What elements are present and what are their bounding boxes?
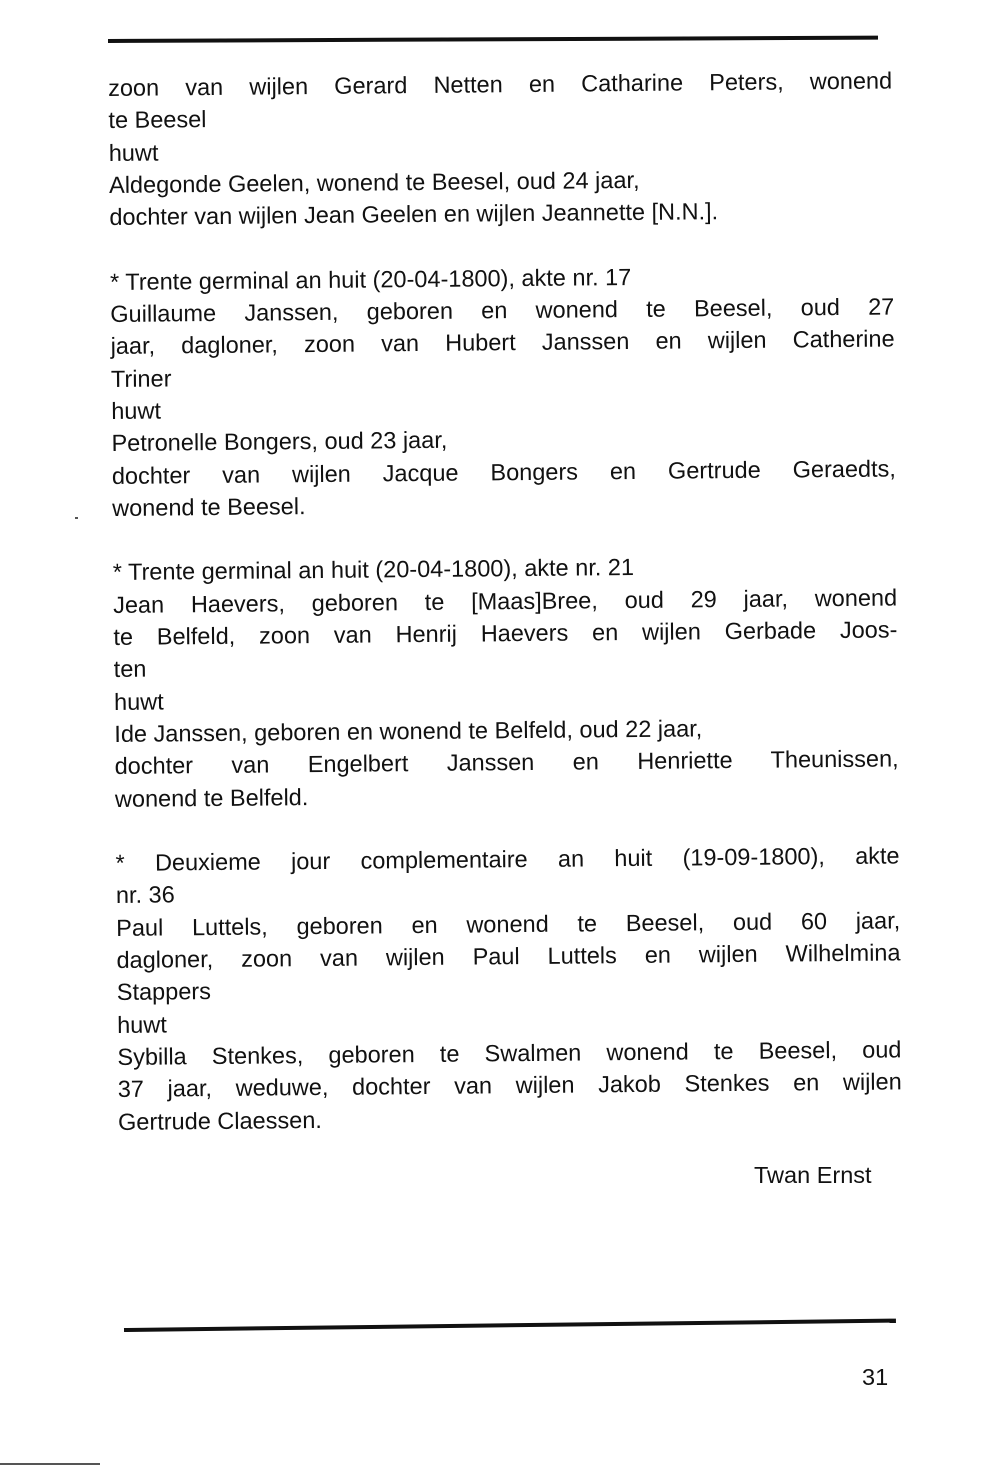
text-line: Jean Haevers, geboren te [Maas]Bree, oud 29 jaar, wonend — [112, 584, 898, 618]
page-number: 31 — [862, 1364, 889, 1390]
text-line: te Beesel — [108, 106, 207, 134]
text-line: wonend te Belfeld. — [114, 783, 309, 812]
document-body — [108, 64, 902, 1137]
text-line: huwt — [113, 688, 164, 715]
text-line: Aldegonde Geelen, wonend te Beesel, oud 24 jaar, — [108, 166, 640, 198]
text-line: huwt — [117, 1011, 167, 1038]
text-line: Petronelle Bongers, oud 23 jaar, — [111, 427, 448, 457]
text-line: zoon van wijlen Gerard Netten en Catharine Peters, wonend — [108, 67, 893, 101]
text-line: Paul Luttels, geboren en wonend te Beesel, oud 60 jaar, — [116, 907, 901, 941]
text-line: huwt — [108, 139, 159, 166]
text-line: nr. 36 — [115, 881, 175, 909]
text-line: Triner — [110, 365, 172, 392]
record-heading: * Trente germinal an huit (20-04-1800), akte nr. 21 — [112, 554, 635, 586]
text-line: Guillaume Janssen, geboren en wonend te Beesel, oud 27 — [110, 293, 895, 328]
text-line: jaar, dagloner, zoon van Hubert Janssen en wijlen Catherine — [110, 325, 895, 360]
top-rule — [108, 36, 878, 43]
text-line: Gertrude Claessen. — [117, 1106, 322, 1135]
record-heading: * Trente germinal an huit (20-04-1800), akte nr. 17 — [109, 263, 632, 295]
record-section — [113, 549, 899, 815]
record-section — [115, 840, 902, 1138]
text-line: te Belfeld, zoon van Henrij Haevers en wijlen Gerbade Joos- — [113, 616, 898, 651]
scan-edge-mark — [0, 1463, 100, 1465]
text-line: dagloner, zoon van wijlen Paul Luttels en wijlen Wilhelmina — [116, 939, 901, 973]
text-line: Stappers — [116, 978, 212, 1006]
bottom-rule — [124, 1319, 896, 1332]
scan-mark — [75, 517, 78, 519]
author-signature: Twan Ernst — [754, 1162, 872, 1188]
text-line: ten — [113, 656, 147, 683]
text-line: 37 jaar, weduwe, dochter van wijlen Jakob Stenkes en wijlen — [117, 1068, 902, 1103]
text-line: dochter van wijlen Jean Geelen en wijlen Jeannette [N.N.]. — [109, 198, 719, 231]
text-line: dochter van Engelbert Janssen en Henriette Theunissen, — [114, 745, 899, 780]
record-section — [108, 64, 894, 233]
text-line: dochter van wijlen Jacque Bongers en Gertrude Geraedts, — [111, 455, 896, 489]
text-line: Sybilla Stenkes, geboren te Swalmen wonend te Beesel, oud — [117, 1036, 902, 1070]
text-line: huwt — [111, 397, 162, 424]
record-section — [110, 258, 896, 524]
text-line: wonend te Beesel. — [112, 492, 306, 521]
record-heading: * Deuxieme jour complementaire an huit (19-09-1800), akte — [115, 842, 900, 877]
text-line: Ide Janssen, geboren en wonend te Belfeld, oud 22 jaar, — [114, 715, 703, 747]
